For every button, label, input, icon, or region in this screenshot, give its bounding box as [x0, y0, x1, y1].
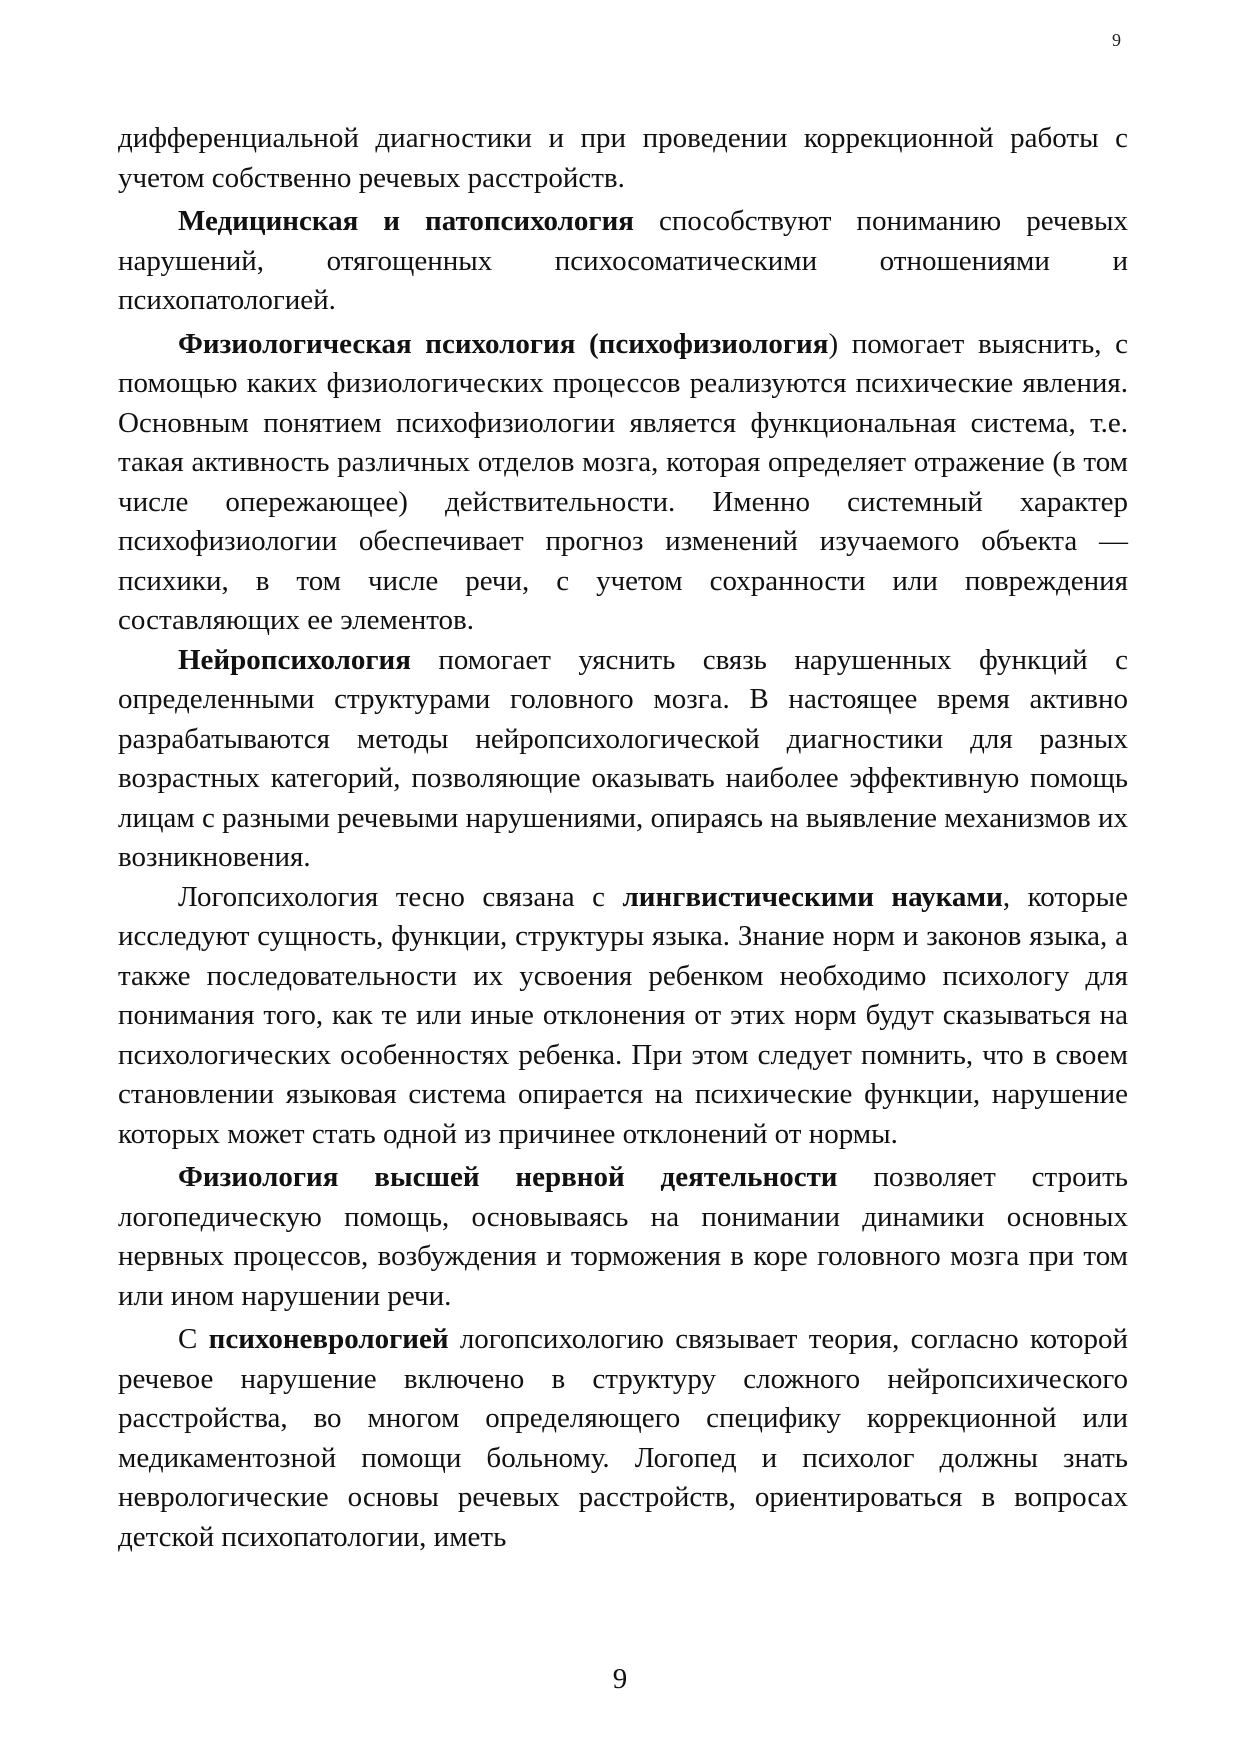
paragraph-text: дифференциальной диагностики и при проведении коррекционной работы с учетом собственно речевых расстройств. [118, 122, 1128, 194]
paragraph-text: ) помогает выяснить, с помощью каких физиологических процессов реализуются психические явления. Основным понятием психофизиологии является функциональная система, т.е. такая активность различных отделов мозга, которая определяет отражение (в том числе опережающее) действительности. Именно системный характер психофизиологии обеспечивает прогноз изменений изучаемого объекта — психики, в том числе речи, с учетом сохранности или повреждения составляющих ее элементов. [118, 327, 1129, 636]
paragraph-text: способствуют пониманию речевых нарушений, отягощенных психосоматическими отношениями и психопатологией. [118, 205, 1128, 316]
paragraph-linguistics [118, 878, 1128, 1155]
term-medical-psychology: Медицинская и патопсихология [178, 205, 634, 237]
body-text [118, 119, 1128, 1557]
paragraph-text: позволяет строить логопедическую помощь, основываясь на понимании динамики основных нервных процессов, возбуждения и торможения в коре головного мозга при том или ином нарушении речи. [118, 1161, 1129, 1312]
term-higher-nervous-activity: Физиология высшей нервной деятельности [178, 1161, 838, 1193]
paragraph-neuropsychology [118, 641, 1128, 878]
paragraph-text: , которые исследуют сущность, функции, структуры языка. Знание норм и законов языка, а также последовательности их усвоения ребенком необходимо психологу для понимания того, как те или иные отклонения от этих норм будут сказываться на психологических особенностях ребенка. При этом следует помнить, что в своем становлении языковая система опирается на психические функции, нарушение которых может стать одной из причинее отклонений от нормы. [118, 880, 1128, 1150]
paragraph-medical-psychology [118, 202, 1128, 321]
paragraph-psychoneurology [118, 1320, 1128, 1557]
term-linguistic-sciences: лингвистическими науками [622, 880, 1003, 913]
header-page-number: 9 [1112, 30, 1121, 50]
paragraph-continuation [118, 119, 1128, 198]
paragraph-text: логопсихологию связывает теория, согласно которой речевое нарушение включено в структуру сложного нейропсихического расстройства, во многом определяющего специфику коррекционной или медикаментозной помощи больному. Логопед и психолог должны знать неврологические основы речевых расстройств, ориентироваться в вопросах детской психопатологии, иметь [118, 1323, 1128, 1553]
term-psychophysiology: Физиологическая психология (психофизиология [178, 327, 829, 360]
footer-page-number: 9 [612, 1663, 628, 1695]
term-psychoneurology: психоневрологией [208, 1323, 449, 1355]
paragraph-lead: С [178, 1323, 209, 1355]
paragraph-text: помогает уяснить связь нарушенных функций с определенными структурами головного мозга. В настоящее время активно разрабатываются методы нейропсихологической диагностики для разных возрастных категорий, позволяющие оказывать наиболее эффективную помощь лицам с разными речевыми нарушениями, опираясь на выявление механизмов их возникновения. [118, 643, 1128, 873]
paragraph-lead: Логопсихология тесно связана с [178, 880, 623, 913]
paragraph-higher-nervous-activity [118, 1158, 1128, 1316]
term-neuropsychology: Нейропсихология [178, 643, 411, 676]
paragraph-psychophysiology [118, 325, 1128, 641]
